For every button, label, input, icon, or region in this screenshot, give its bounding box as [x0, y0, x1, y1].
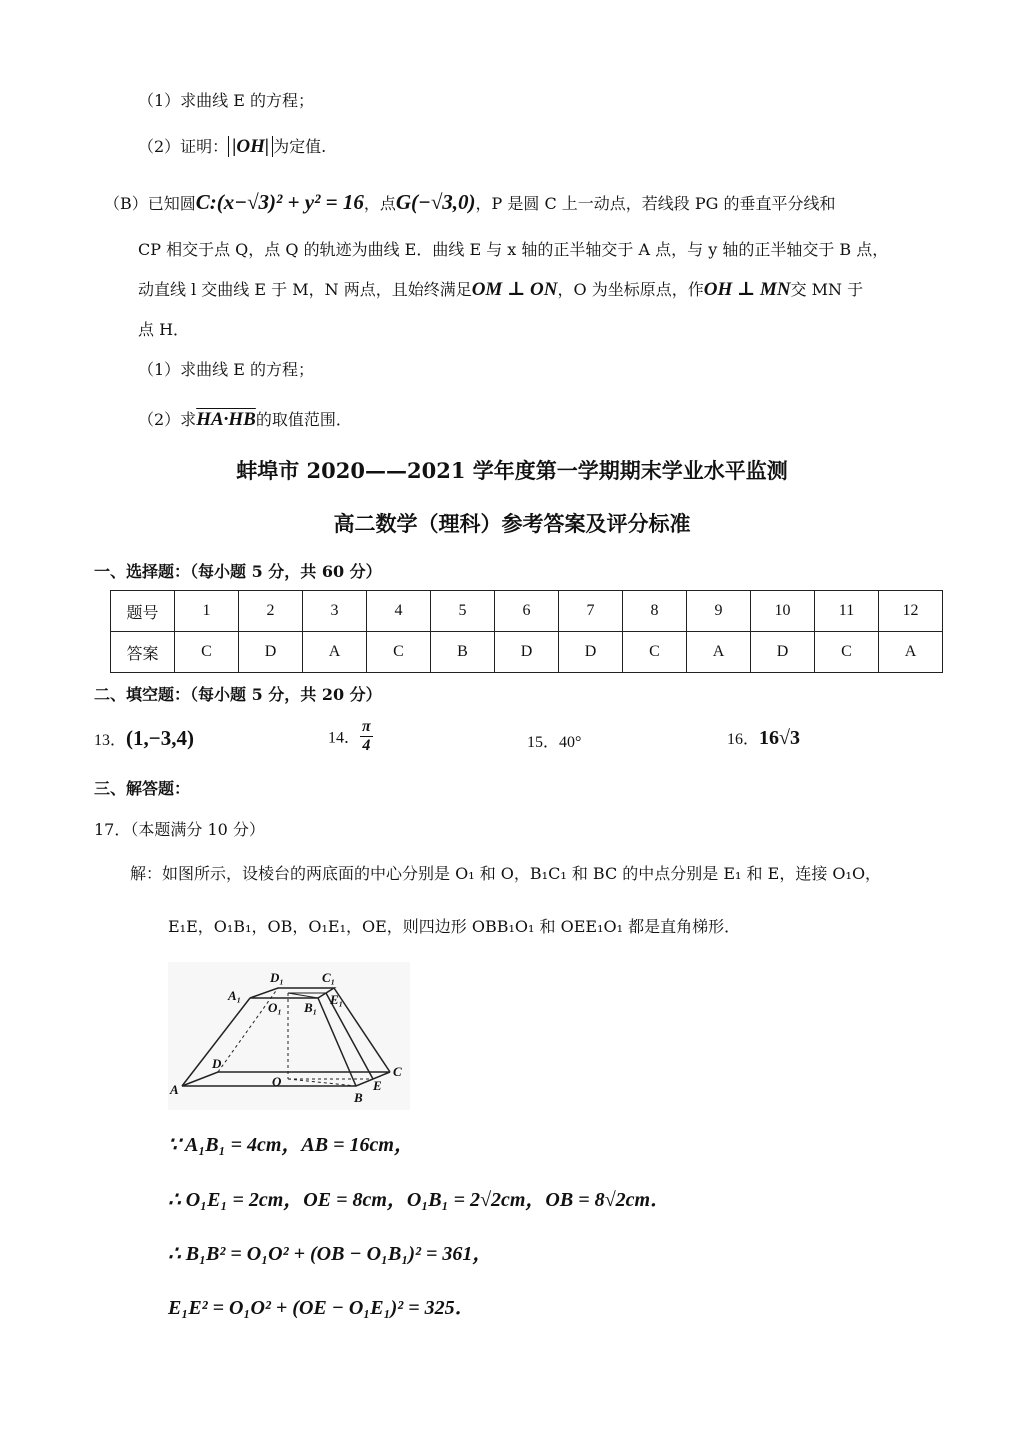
problem-b-line3 [138, 277, 863, 301]
table-cell: A [303, 632, 367, 673]
equation-1: ∵ A₁B₁ = 4cm，AB = 16cm， [168, 1134, 414, 1156]
answer-subtitle: 高二数学（理科）参考答案及评分标准 [333, 511, 691, 536]
circle-equation: C:(x−√3)² + y² = 16 [195, 190, 364, 214]
table-answer-label: 答案 [111, 632, 175, 673]
table-cell: 7 [559, 591, 623, 632]
line1-suffix: ，P 是圆 C 上一动点，若线段 PG 的垂直平分线和 [475, 194, 836, 213]
problem-b-q2 [138, 407, 352, 431]
table-cell: D [559, 632, 623, 673]
table-header-label: 题号 [111, 591, 175, 632]
vector-product-expr: HA·HB [196, 409, 256, 430]
problem-b-line2: CP 相交于点 Q，点 Q 的轨迹为曲线 E．曲线 E 与 x 轴的正半轴交于 A 点，与 y 轴的正半轴交于 B 点， [138, 240, 889, 259]
line3-suffix: 交 MN 于 [790, 280, 864, 299]
table-row-numbers [111, 591, 943, 632]
section-choice: 一、选择题：（每小题 5 分，共 60 分） [94, 562, 382, 581]
perp-om-on: OM ⊥ ON [471, 279, 558, 300]
fraction-numerator: π [362, 718, 371, 735]
table-cell: 2 [239, 591, 303, 632]
table-cell: 11 [815, 591, 879, 632]
fill-number: 13． [94, 732, 127, 749]
table-cell: A [687, 632, 751, 673]
fill-item-14 [328, 718, 373, 754]
label-d1: D₁ [270, 970, 284, 985]
solution-line-1: 解：如图所示，设棱台的两底面的中心分别是 O₁ 和 O，B₁C₁ 和 BC 的中点分别是 E₁ 和 E，连接 O₁O， [130, 864, 882, 883]
q17-header: 17．（本题满分 10 分） [94, 820, 265, 839]
table-cell: D [495, 632, 559, 673]
fill-answer: 40° [559, 734, 582, 751]
fill-answer-fraction [360, 718, 373, 754]
fill-answer: (1,−3,4) [126, 726, 194, 750]
table-cell: 10 [751, 591, 815, 632]
problem-a-q1: （1）求曲线 E 的方程； [138, 91, 315, 110]
label-c1: C₁ [322, 970, 336, 985]
table-cell: 4 [367, 591, 431, 632]
table-cell: C [623, 632, 687, 673]
table-cell: 12 [879, 591, 943, 632]
frustum-figure [168, 962, 410, 1110]
label-b: B [354, 1090, 363, 1105]
fill-number: 15． [527, 734, 560, 751]
label-c: C [393, 1064, 402, 1079]
table-cell: 8 [623, 591, 687, 632]
fill-number: 16． [727, 731, 760, 748]
perp-oh-mn: OH ⊥ MN [703, 279, 791, 300]
label-b1: B₁ [304, 1000, 318, 1015]
fill-item-16 [727, 726, 800, 750]
problem-b-line4: 点 H． [138, 320, 190, 339]
table-cell: 5 [431, 591, 495, 632]
table-cell: C [815, 632, 879, 673]
problem-b-q1: （1）求曲线 E 的方程； [138, 360, 315, 379]
fraction-denominator: 4 [362, 736, 371, 754]
label-a: A [170, 1082, 179, 1097]
equation-3: ∴ B₁B² = O₁O² + (OB − O₁B₁)² = 361， [168, 1243, 493, 1265]
table-cell: 3 [303, 591, 367, 632]
answer-table [110, 590, 943, 673]
fill-number: 14． [328, 729, 361, 747]
solution-line-2: E₁E，O₁B₁，OB，O₁E₁，OE，则四边形 OBB₁O₁ 和 OEE₁O₁ 都是直角梯形． [168, 917, 741, 936]
section-fill: 二、填空题：（每小题 5 分，共 20 分） [94, 685, 382, 704]
problem-a-q2 [138, 134, 326, 158]
point-g: G(−√3,0) [395, 190, 476, 214]
table-cell: 1 [175, 591, 239, 632]
table-row-answers [111, 632, 943, 673]
label-e: E [373, 1078, 382, 1093]
answer-title: 蚌埠市 2020——2021 学年度第一学期期末学业水平监测 [236, 458, 788, 483]
oh-abs-expr: |OH| [228, 136, 273, 157]
q2-suffix: 为定值. [273, 137, 327, 156]
table-cell: C [175, 632, 239, 673]
q2b-prefix: （2）求 [138, 410, 197, 429]
problem-b-line1 [104, 190, 836, 215]
q2-prefix: （2）证明： [138, 137, 229, 156]
fill-item-13 [94, 726, 194, 751]
table-cell: D [751, 632, 815, 673]
q2b-suffix: 的取值范围． [255, 410, 352, 429]
table-cell: D [239, 632, 303, 673]
equation-2: ∴ O₁E₁ = 2cm，OE = 8cm，O₁B₁ = 2√2cm，OB = 8√2cm． [168, 1189, 671, 1211]
table-cell: 9 [687, 591, 751, 632]
table-cell: C [367, 632, 431, 673]
fill-item-15 [527, 729, 581, 752]
table-cell: 6 [495, 591, 559, 632]
equation-4: E₁E² = O₁O² + (OE − O₁E₁)² = 325． [168, 1297, 475, 1319]
fill-answer: 16√3 [759, 727, 800, 749]
label-a1: A₁ [228, 988, 242, 1003]
label-d: D [212, 1056, 222, 1071]
line3-prefix: 动直线 l 交曲线 E 于 M，N 两点，且始终满足 [138, 280, 472, 299]
line1-prefix: （B）已知圆 [104, 194, 196, 213]
table-cell: B [431, 632, 495, 673]
table-cell: A [879, 632, 943, 673]
line1-mid: ，点 [363, 194, 396, 213]
label-o: O [272, 1074, 282, 1089]
label-o1: O₁ [268, 1000, 282, 1015]
line3-mid: ，O 为坐标原点，作 [557, 280, 704, 299]
section-solutions: 三、解答题： [94, 779, 191, 798]
label-e1: E₁ [330, 992, 344, 1007]
